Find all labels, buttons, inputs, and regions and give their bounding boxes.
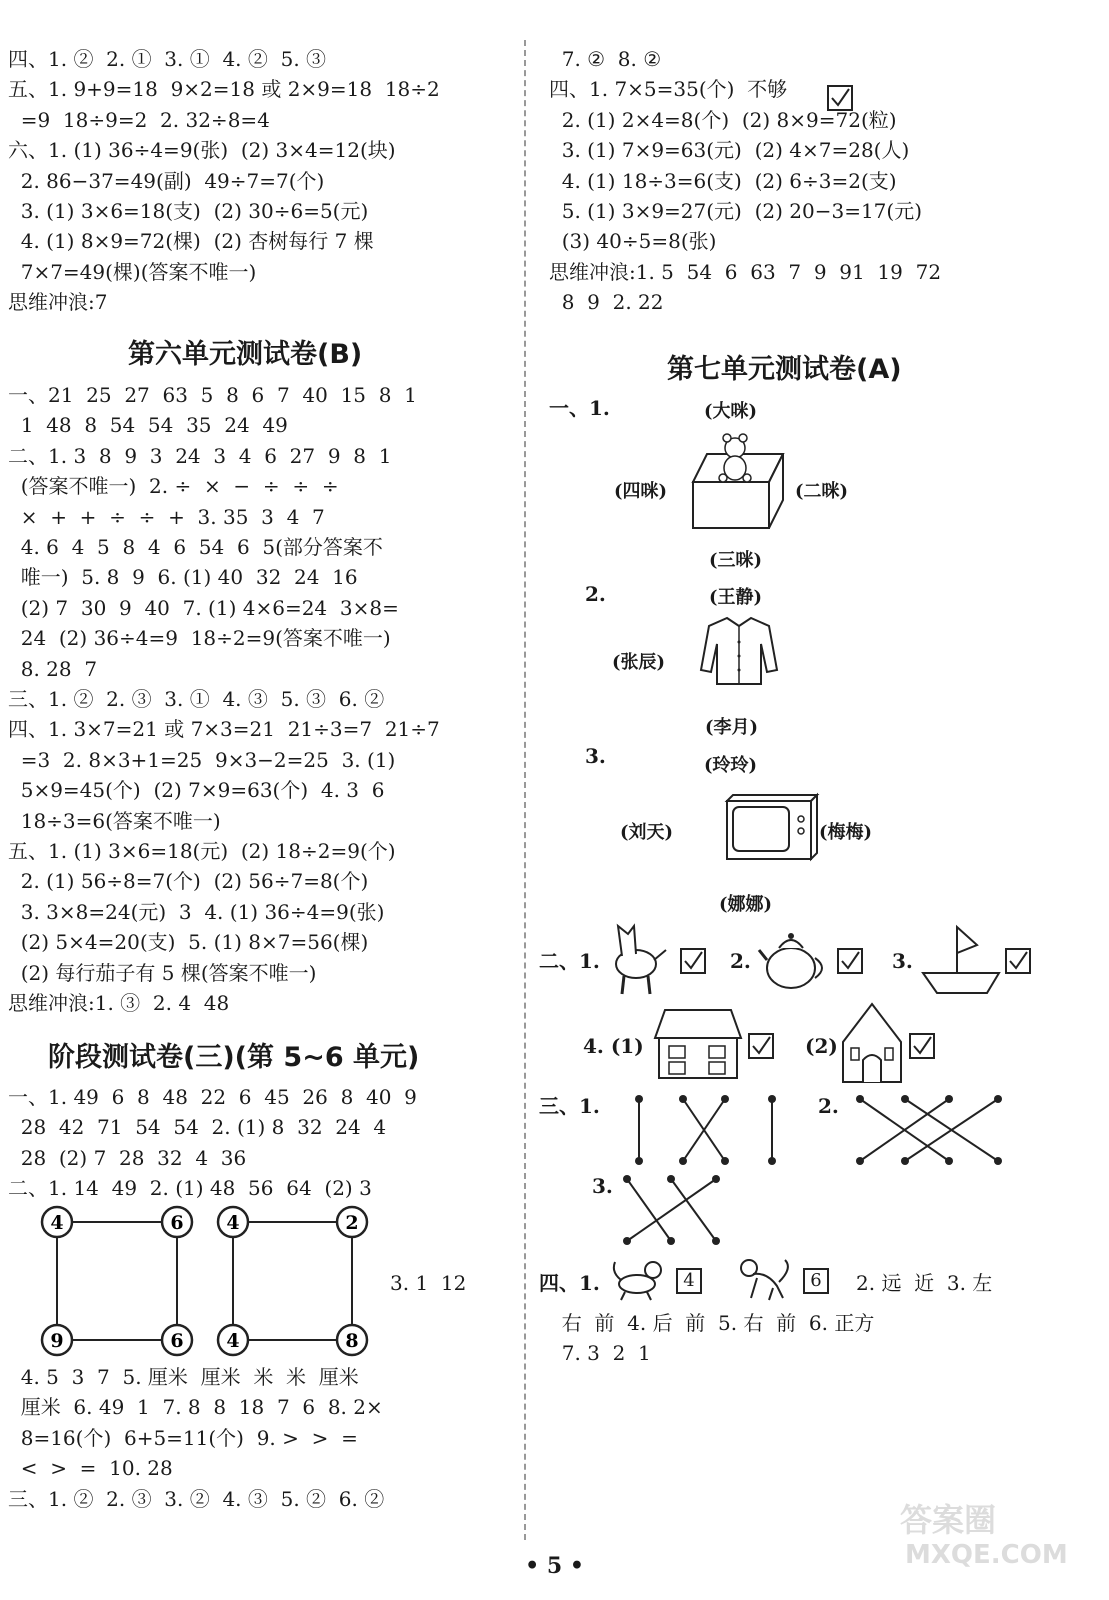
answer-line: 5. (1) 3×9=27(元) (2) 20−3=17(元): [549, 199, 923, 223]
circle-number: 2: [345, 1212, 359, 1234]
sailboat-picture: [921, 923, 1001, 995]
view-caption-bottom: (三咪): [709, 550, 763, 571]
answer-line: 思维冲浪:1. 5 54 6 63 7 9 91 19 72: [549, 259, 942, 284]
answer-line: 厘米 6. 49 1 7. 8 8 18 7 6 8. 2×: [8, 1395, 383, 1420]
square-figure-2: [218, 1207, 367, 1355]
answer-line: 4. (1) 18÷3=6(支) (2) 6÷3=2(支): [549, 168, 897, 193]
watermark-logo: 答案圈: [900, 1501, 997, 1539]
view-caption-top: (大咪): [704, 401, 758, 422]
answer-line: 4. 6 4 5 8 4 6 54 6 5(部分答案不: [8, 535, 383, 559]
section-title-stage3: 阶段测试卷(三)(第 5~6 单元): [48, 1042, 420, 1073]
answer-line: 7×7=49(棵)(答案不唯一): [8, 259, 257, 284]
answer-line: =3 2. 8×3+1=25 9×3−2=25 3. (1): [8, 747, 396, 772]
question-label: 3.: [592, 1174, 613, 1198]
answer-line: 24 (2) 36÷4=9 18÷2=9(答案不唯一): [8, 626, 391, 651]
answer-line: 五、1. (1) 3×6=18(元) (2) 18÷2=9(个): [8, 839, 396, 863]
question-label: 3.: [585, 744, 606, 768]
view-caption-bottom: (娜娜): [719, 894, 773, 915]
view-caption-top: (玲玲): [704, 755, 758, 776]
circle-number: 4: [226, 1330, 240, 1352]
checkbox-checked: [748, 1033, 774, 1059]
square-figure-1: [42, 1207, 192, 1355]
answer-line: (2) 每行茄子有 5 棵(答案不唯一): [8, 960, 317, 985]
circle-number: 6: [170, 1212, 184, 1234]
answer-line: 二、1. 14 49 2. (1) 48 56 64 (2) 3: [8, 1176, 372, 1201]
answer-line: 唯一) 5. 8 9 6. (1) 40 32 24 16: [8, 565, 358, 590]
answer-line: 四、1. 7×5=35(个) 不够: [549, 77, 788, 102]
dog-picture: [607, 1258, 667, 1302]
question-label: 二、1.: [539, 949, 600, 973]
question-label: (2): [805, 1034, 838, 1058]
answer-line: 2. (1) 56÷8=7(个) (2) 56÷7=8(个): [8, 869, 369, 894]
monkey-picture: [733, 1258, 795, 1302]
house-picture: [653, 1006, 743, 1080]
question-label: 4. (1): [583, 1034, 644, 1058]
answer-line: 思维冲浪:7: [8, 290, 108, 315]
answer-line: 二、1. 3 8 9 3 24 3 4 6 27 9 8 1: [8, 443, 392, 468]
teapot-picture: [757, 930, 831, 992]
section-title-unit7a: 第七单元测试卷(A): [667, 354, 902, 385]
question-label: 3.: [892, 949, 913, 973]
checkbox-checked: [680, 948, 706, 974]
answer-line: < > = 10. 28: [8, 1456, 173, 1481]
circle-number: 4: [50, 1212, 64, 1234]
answer-text: 2. 远 近 3. 左: [856, 1271, 993, 1295]
view-caption-bottom: (李月): [705, 717, 759, 738]
answer-line: 三、1. ② 2. ③ 3. ① 4. ③ 5. ③ 6. ②: [8, 687, 385, 711]
answer-line: =9 18÷9=2 2. 32÷8=4: [8, 107, 270, 132]
answer-line: 四、1. ② 2. ① 3. ① 4. ② 5. ③: [8, 47, 327, 71]
answer-line: 五、1. 9+9=18 9×2=18 或 2×9=18 18÷2: [8, 77, 440, 102]
answer-line: 1 48 8 54 54 35 24 49: [8, 413, 288, 438]
answer-line: 28 42 71 54 54 2. (1) 8 32 24 4: [8, 1115, 387, 1140]
checkbox-checked: [827, 85, 853, 111]
checkbox-checked: [837, 948, 863, 974]
circle-number: 6: [170, 1330, 184, 1352]
donkey-picture: [608, 920, 668, 996]
answer-line: 7. ② 8. ②: [549, 47, 662, 71]
answer-line: 8=16(个) 6+5=11(个) 9. > > =: [8, 1425, 358, 1450]
watermark-url: MXQE.COM: [905, 1540, 1068, 1570]
view-caption-top: (王静): [709, 587, 763, 608]
answer-line: (答案不唯一) 2. ÷ × − ÷ ÷ ÷: [8, 474, 339, 499]
checkbox-checked: [909, 1033, 935, 1059]
question-label: 2.: [585, 582, 606, 606]
answer-line: 右 前 4. 后 前 5. 右 前 6. 正方: [549, 1311, 875, 1335]
matching-lines-3: [623, 1175, 723, 1245]
tv-picture: [719, 793, 819, 863]
checkbox-checked: [1005, 948, 1031, 974]
view-caption-left: (刘天): [620, 822, 674, 843]
answer-line: 一、21 25 27 63 5 8 6 7 40 15 8 1: [8, 383, 417, 407]
answer-line: 4. (1) 8×9=72(棵) (2) 杏树每行 7 棵: [8, 229, 374, 254]
circle-number: 9: [50, 1330, 64, 1352]
circle-number: 4: [226, 1212, 240, 1234]
answer-line: 三、1. ② 2. ③ 3. ② 4. ③ 5. ② 6. ②: [8, 1486, 385, 1511]
view-caption-left: (张辰): [612, 652, 666, 673]
answer-line: 7. 3 2 1: [549, 1341, 651, 1366]
question-label: 一、1.: [549, 396, 610, 420]
answer-line: 8 9 2. 22: [549, 290, 664, 315]
question-label: 三、1.: [539, 1094, 600, 1118]
toy-bear-on-box-picture: [687, 428, 797, 538]
matching-lines-1: [635, 1095, 795, 1165]
column-divider: [524, 40, 526, 1540]
section-title-unit6b: 第六单元测试卷(B): [128, 339, 363, 370]
question-label: 2.: [730, 949, 751, 973]
answer-line: 5×9=45(个) (2) 7×9=63(个) 4. 3 6: [8, 778, 385, 803]
question-label: 四、1.: [539, 1271, 600, 1295]
answer-line: 28 (2) 7 28 32 4 36: [8, 1145, 247, 1170]
answer-line: 六、1. (1) 36÷4=9(张) (2) 3×4=12(块): [8, 138, 396, 163]
answer-box: 6: [803, 1268, 829, 1294]
answer-line: 四、1. 3×7=21 或 7×3=21 21÷3=7 21÷7: [8, 717, 440, 742]
view-caption-right: (梅梅): [819, 822, 873, 843]
answer-line: 2. 86−37=49(副) 49÷7=7(个): [8, 168, 325, 193]
answer-line: 3. (1) 7×9=63(元) (2) 4×7=28(人): [549, 138, 910, 163]
question-label: 2.: [818, 1094, 839, 1118]
answer-line: 3. (1) 3×6=18(支) (2) 30÷6=5(元): [8, 199, 369, 223]
answer-line: (2) 5×4=20(支) 5. (1) 8×7=56(棵): [8, 930, 369, 955]
answer-line: 18÷3=6(答案不唯一): [8, 808, 221, 833]
answer-line: 8. 28 7: [8, 656, 98, 681]
answer-line: 一、1. 49 6 8 48 22 6 45 26 8 40 9: [8, 1085, 417, 1109]
answer-line: (2) 7 30 9 40 7. (1) 4×6=24 3×8=: [8, 595, 399, 620]
answer-line: × + + ÷ ÷ + 3. 35 3 4 7: [8, 504, 325, 529]
number-squares-figure: [40, 1205, 420, 1355]
matching-lines-2: [856, 1095, 1006, 1165]
answer-text: 3. 1 12: [390, 1271, 467, 1295]
answer-line: 4. 5 3 7 5. 厘米 厘米 米 米 厘米: [8, 1365, 359, 1389]
shirt-picture: [699, 614, 779, 686]
answer-line: 2. (1) 2×4=8(个) (2) 8×9=72(粒): [549, 107, 897, 132]
circle-number: 8: [345, 1330, 359, 1352]
page-number: • 5 •: [525, 1553, 584, 1579]
answer-line: (3) 40÷5=8(张): [549, 229, 717, 254]
answer-line: 3. 3×8=24(元) 3 4. (1) 36÷4=9(张): [8, 899, 385, 924]
answer-box: 4: [676, 1268, 702, 1294]
view-caption-left: (四咪): [614, 481, 668, 502]
answer-line: 思维冲浪:1. ③ 2. 4 48: [8, 991, 230, 1015]
chapel-picture: [839, 1002, 905, 1084]
view-caption-right: (二咪): [795, 481, 849, 502]
